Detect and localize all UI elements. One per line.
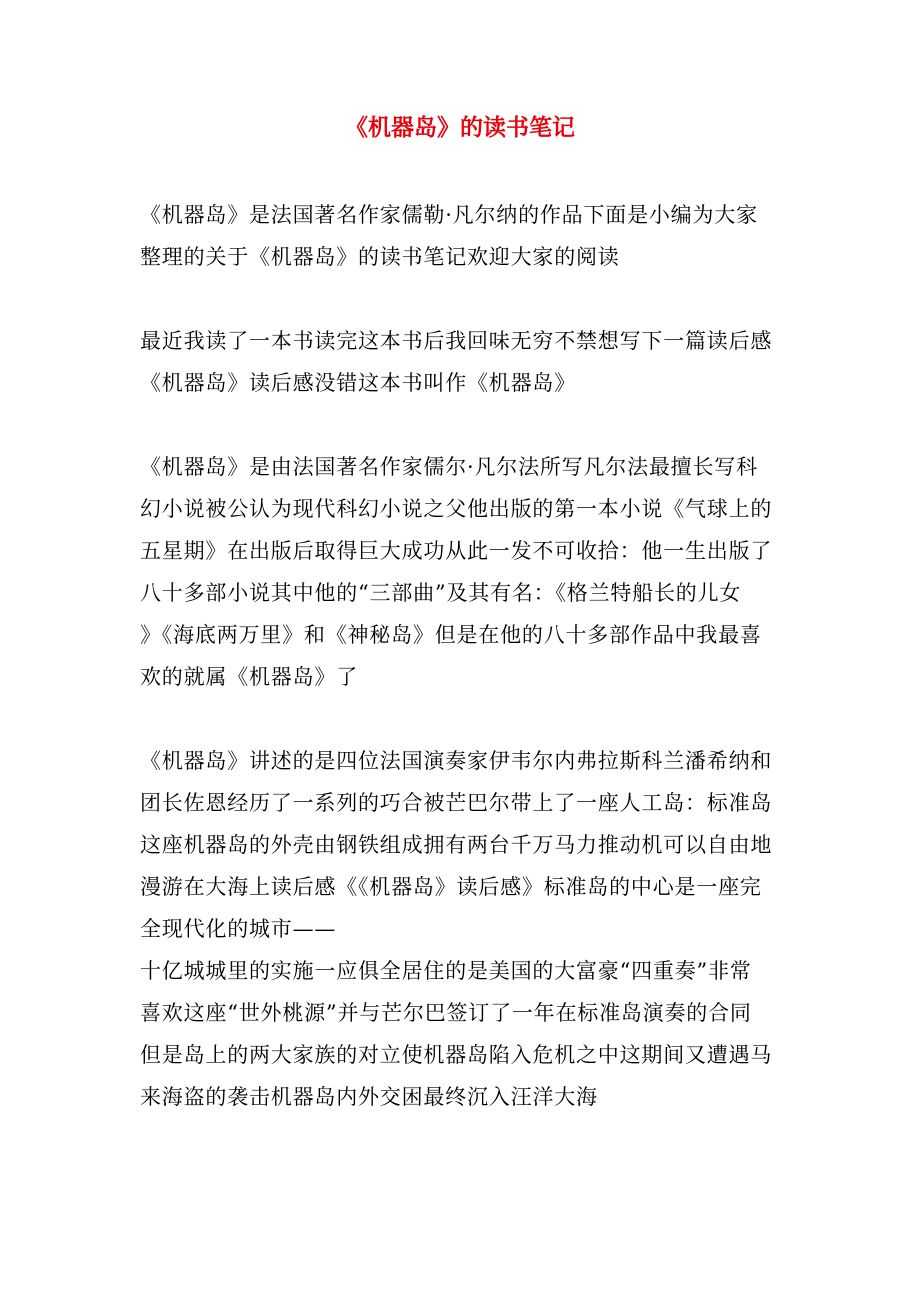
text-line: 但是岛上的两大家族的对立使机器岛陷入危机之中这期间又遭遇马 [140, 1043, 773, 1067]
text-line: 《机器岛》读后感没错这本书叫作《机器岛》 [140, 371, 576, 395]
text-line: 这座机器岛的外壳由钢铁组成拥有两台千万马力推动机可以自由地 [140, 833, 773, 857]
text-line: 喜欢这座“世外桃源”并与芒尔巴签订了一年在标准岛演奏的合同 [140, 1001, 752, 1025]
text-line: 幻小说被公认为现代科幻小说之父他出版的第一本小说《气球上的 [140, 497, 773, 521]
text-line: 团长佐恩经历了一系列的巧合被芒巴尔带上了一座人工岛：标准岛 [140, 791, 773, 815]
paragraph-intro [140, 194, 780, 278]
text-line: 最近我读了一本书读完这本书后我回味无穷不禁想写下一篇读后感 [140, 329, 773, 353]
paragraph-4 [140, 740, 780, 950]
text-line: 整理的关于《机器岛》的读书笔记欢迎大家的阅读 [140, 245, 620, 269]
text-line: 全现代化的城市—— [140, 917, 337, 941]
document-body [140, 194, 780, 1160]
paragraph-3 [140, 446, 780, 698]
text-line: 《机器岛》是法国著名作家儒勒·凡尔纳的作品下面是小编为大家 [140, 203, 758, 227]
paragraph-2 [140, 320, 780, 404]
text-line: 来海盗的袭击机器岛内外交困最终沉入汪洋大海 [140, 1085, 598, 1109]
text-line: 十亿城城里的实施一应俱全居住的是美国的大富豪“四重奏”非常 [140, 959, 752, 983]
text-line: 《机器岛》是由法国著名作家儒尔·凡尔法所写凡尔法最擅长写科 [140, 455, 758, 479]
text-line: 欢的就属《机器岛》了 [140, 665, 358, 689]
paragraph-5 [140, 950, 780, 1118]
text-line: 》《海底两万里》和《神秘岛》但是在他的八十多部作品中我最喜 [140, 623, 762, 647]
document-title: 《机器岛》的读书笔记 [345, 115, 575, 141]
text-line: 五星期》在出版后取得巨大成功从此一发不可收拾：他一生出版了 [140, 539, 773, 563]
text-line: 《机器岛》讲述的是四位法国演奏家伊韦尔内弗拉斯科兰潘希纳和 [140, 749, 773, 773]
text-line: 漫游在大海上读后感《《机器岛》读后感》标准岛的中心是一座完 [140, 875, 762, 899]
text-line: 八十多部小说其中他的“三部曲”及其有名：《格兰特船长的儿女 [140, 581, 742, 605]
